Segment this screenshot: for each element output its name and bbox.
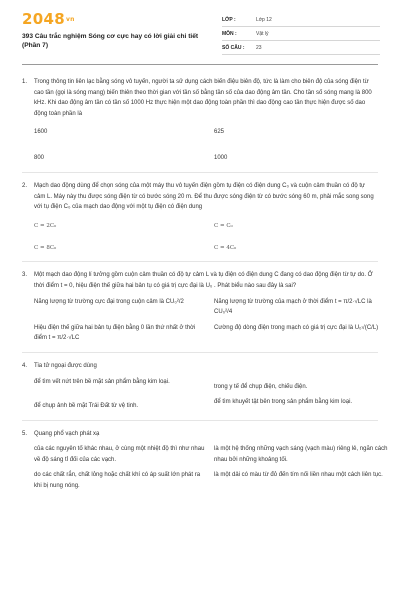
question-number: 4. [22,362,28,369]
question-separator [22,344,378,353]
question-number: 1. [22,79,28,85]
logo-suffix: vn [65,16,75,23]
site-logo[interactable] [22,10,75,28]
question-text: Mạch dao động dùng để chọn sóng của một máy thu vô tuyến điện gồm tụ điện có điện dung C₀ và cuộn cảm thuần có độ tự cảm L. Máy này thu được sóng điện từ có bước sóng 20 m. Để thu được sóng điện từ có bước sóng 60 m, phải mắc song song với tụ điện C₀ của mạch dao động với một tụ điện có điện dung [34,182,374,211]
option-c[interactable]: 800 [34,155,45,162]
header [0,0,400,62]
question-text: Quang phổ vạch phát xạ [34,430,100,437]
option-c[interactable]: để chụp ảnh bề mặt Trái Đất từ vệ tinh. [34,403,139,410]
question-separator [22,412,378,421]
option-c[interactable]: C = 8C₀ [34,244,57,251]
info-value: 23 [256,44,262,51]
option-a[interactable]: Năng lượng từ trường cực đại trong cuộn cảm là CU₀²/2 [34,298,184,305]
info-key: LỚP : [222,16,236,23]
option-b[interactable]: trong y tế để chụp điện, chiếu điện. [214,383,308,390]
question-3 [22,270,378,344]
question-2 [22,181,378,253]
option-grid [34,444,388,491]
question-list [22,77,388,492]
question-separator [22,253,378,262]
option-b[interactable]: 625 [214,129,225,136]
option-d[interactable]: C = 4C₀ [214,244,237,251]
question-4 [22,361,378,412]
logo-text: 2048 [22,10,65,28]
option-b[interactable]: là một hệ thống những vạch sáng (vạch màu) riêng lẻ, ngăn cách nhau bởi những khoảng tối. [214,446,388,463]
info-value: Vật lý [256,30,269,37]
question-number: 5. [22,430,28,437]
question-5 [22,429,388,492]
option-a[interactable]: C = 2C₀ [34,222,57,229]
question-1 [22,77,378,164]
option-b[interactable]: Năng lượng từ trường của mạch ở thời điểm t = π/2·√LC là CU₀²/4 [214,298,372,316]
option-grid [34,221,378,254]
option-d[interactable]: để tìm khuyết tật bên trong sản phẩm bằng kim loại. [214,399,353,406]
option-grid [34,377,378,412]
question-number: 3. [22,272,28,279]
page-title: 393 Câu trắc nghiệm Sóng cơ cực hay có lời giải chi tiết (Phần 7) [22,33,199,49]
info-key: SỐ CÂU : [222,44,245,51]
option-c[interactable]: do các chất rắn, chất lỏng hoặc chất khí có áp suất lớn phát ra khi bị nung nóng. [34,472,201,490]
question-text: Tia tử ngoại được dùng [34,362,97,369]
info-key: MÔN : [222,30,237,37]
info-row-count [222,41,380,55]
option-grid [34,297,378,344]
info-table [222,13,380,55]
option-b[interactable]: C = C₀ [214,222,233,229]
question-text: Trong thông tin liên lạc bằng sóng vô tuyến, người ta sử dụng cách biến điệu biên độ, tức là làm cho biên độ của sóng điện từ cao tần (gọi là sóng mang) biến thiên theo thời gian với tần số bằng tần số của dao động âm tần. Cho tần số sóng mang là 800 kHz. Khi dao động âm tần có tần số 1000 Hz thực hiện một dao động toàn phần thì dao động cao tần thực hiện được số dao động toàn phần là [34,79,372,117]
option-d[interactable]: 1000 [214,155,228,162]
option-a[interactable]: để tìm vết nứt trên bề mặt sản phẩm bằng kim loại. [34,378,170,385]
question-text: Một mạch dao động lí tưởng gồm cuộn cảm thuần có độ tự cảm L và tụ điện có điện dung C đang có dao động điện từ tự do. Ở thời điểm t = 0, hiệu điện thế giữa hai bản tụ có giá trị cực đại là U₀ . Phát biểu nào sau đây là sai? [34,272,373,289]
option-a[interactable]: của các nguyên tố khác nhau, ở cùng một nhiệt độ thì như nhau về độ sáng tỉ đối của các vạch. [34,446,205,463]
info-row-class [222,13,380,27]
option-d[interactable]: Cường độ dòng điện trong mạch có giá trị cực đại là U₀√(C/L) [214,324,379,331]
option-d[interactable]: là một dải có màu từ đỏ đến tím nối liền nhau một cách liên tục. [214,472,383,479]
option-a[interactable]: 1600 [34,129,48,136]
option-c[interactable]: Hiệu điện thế giữa hai bản tụ điện bằng 0 lần thứ nhất ở thời điểm t = π/2·√LC [34,324,196,342]
info-value: Lớp 12 [256,16,272,23]
question-separator [22,164,378,173]
question-number: 2. [22,182,28,189]
info-row-subject [222,27,380,41]
header-divider [22,64,378,65]
option-grid [34,127,378,164]
